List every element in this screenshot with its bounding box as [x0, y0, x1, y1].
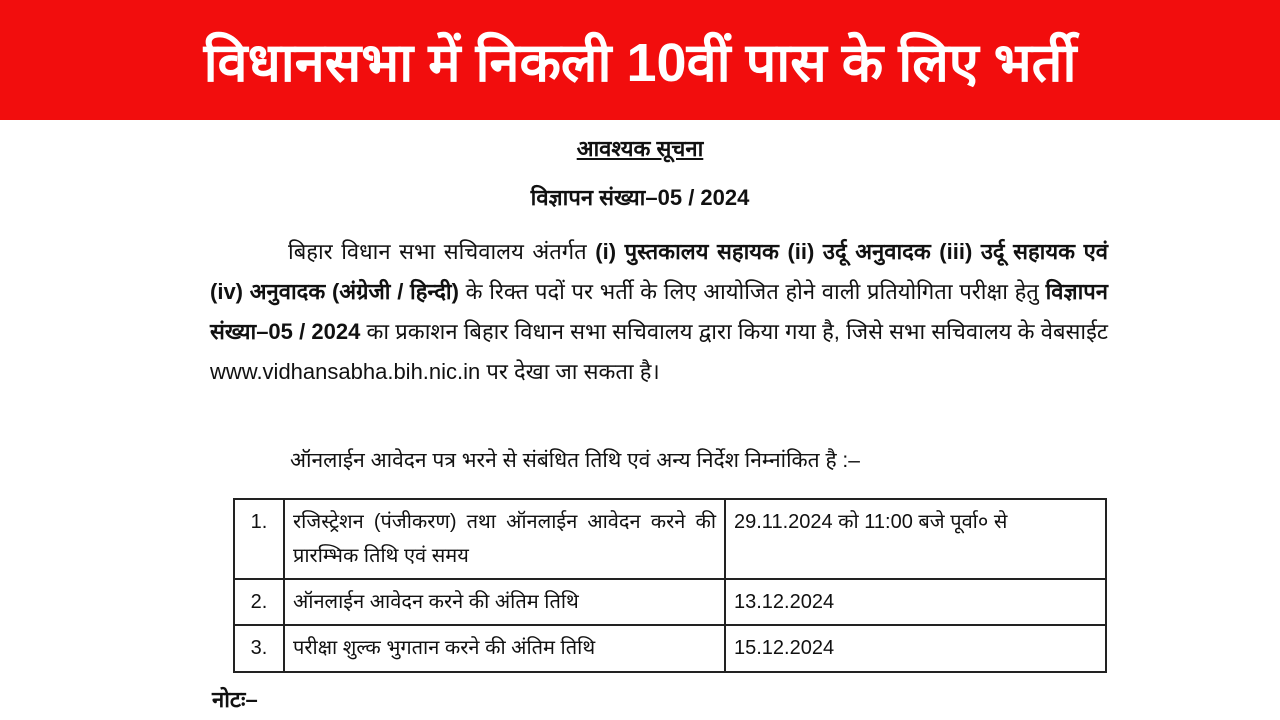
banner-title: विधानसभा में निकली 10वीं पास के लिए भर्ती	[203, 33, 1077, 93]
row-date: 15.12.2024	[725, 625, 1106, 672]
schedule-table	[233, 498, 1107, 673]
paragraph-text: बिहार विधान सभा सचिवालय अंतर्गत	[288, 239, 596, 264]
row-number: 3.	[234, 625, 284, 672]
row-number: 1.	[234, 499, 284, 579]
table-row	[234, 499, 1106, 579]
row-date: 13.12.2024	[725, 579, 1106, 625]
row-description: ऑनलाईन आवेदन करने की अंतिम तिथि	[284, 579, 725, 625]
posts-list: (i) पुस्तकालय सहायक (ii) उर्दू अनुवादक (iii) उर्दू सहायक एवं (iv) अनुवादक (अंग्रेजी / हिन्दी)	[210, 239, 1108, 304]
table-row	[234, 579, 1106, 625]
row-number: 2.	[234, 579, 284, 625]
paragraph-text: का प्रकाशन बिहार विधान सभा सचिवालय द्वारा किया गया है, जिसे सभा सचिवालय के वेबसाईट www.vidhansabha.bih.nic.in पर देखा जा सकता है।	[210, 319, 1109, 384]
advertisement-number: विज्ञापन संख्या–05 / 2024	[530, 185, 750, 210]
notice-paragraph	[210, 232, 1108, 392]
notice-heading: आवश्यक सूचना	[576, 136, 704, 161]
row-date: 29.11.2024 को 11:00 बजे पूर्वा० से	[725, 499, 1106, 579]
advertisement-reference: विज्ञापन संख्या–05 / 2024	[210, 279, 1108, 344]
schedule-intro: ऑनलाईन आवेदन पत्र भरने से संबंधित तिथि एवं अन्य निर्देश निम्नांकित है :–	[290, 449, 860, 472]
row-description: परीक्षा शुल्क भुगतान करने की अंतिम तिथि	[284, 625, 725, 672]
row-description: रजिस्ट्रेशन (पंजीकरण) तथा ऑनलाईन आवेदन करने की प्रारम्भिक तिथि एवं समय	[284, 499, 725, 579]
note-label: नोटः–	[212, 687, 258, 712]
table-row	[234, 625, 1106, 672]
title-banner	[0, 0, 1280, 120]
paragraph-text: के रिक्त पदों पर भर्ती के लिए आयोजित होने वाली प्रतियोगिता परीक्षा हेतु	[458, 279, 1046, 304]
